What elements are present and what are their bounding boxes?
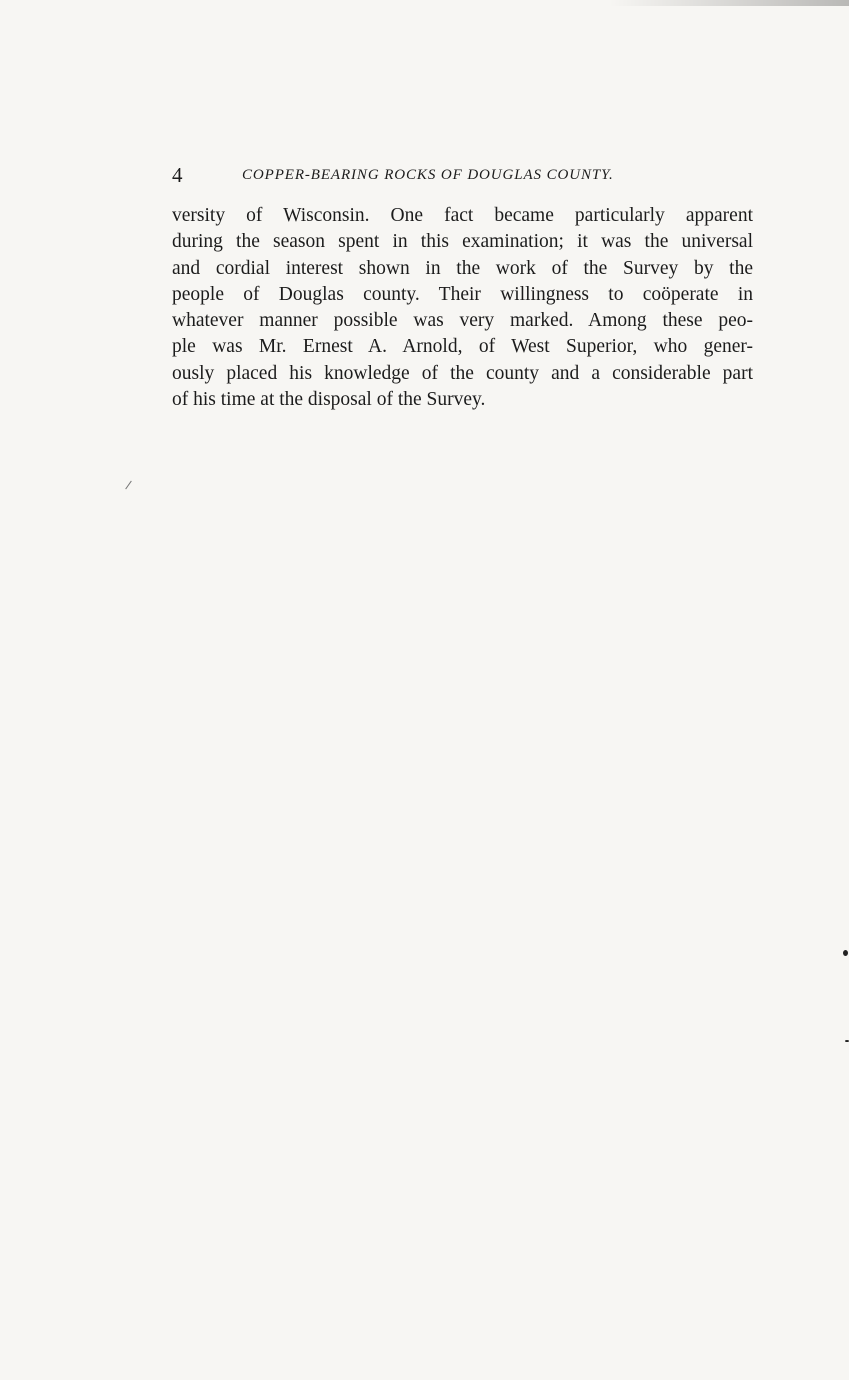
text-line: whatever manner possible was very marked. Among these peo-: [172, 310, 753, 332]
stray-pencil-mark: [125, 481, 132, 490]
text-line: people of Douglas county. Their willingness to coöperate in: [172, 283, 753, 305]
page-number: 4: [172, 163, 183, 187]
scan-edge-smudge: [609, 0, 849, 6]
text-line: ously placed his knowledge of the county and a considerable part: [172, 362, 753, 384]
text-line: ple was Mr. Ernest A. Arnold, of West Superior, who gener-: [172, 336, 753, 358]
text-line: and cordial interest shown in the work of the Survey by the: [172, 257, 753, 279]
ink-speck: [845, 1040, 849, 1042]
text-line: of his time at the disposal of the Survey.: [172, 389, 486, 411]
text-line: during the season spent in this examination; it was the universal: [172, 231, 753, 253]
running-title: COPPER-BEARING ROCKS OF DOUGLAS COUNTY.: [242, 167, 614, 183]
ink-speck: [843, 950, 848, 956]
running-head: [172, 160, 684, 190]
body-paragraph: [172, 203, 753, 413]
text-line: versity of Wisconsin. One fact became particularly apparent: [172, 205, 753, 226]
